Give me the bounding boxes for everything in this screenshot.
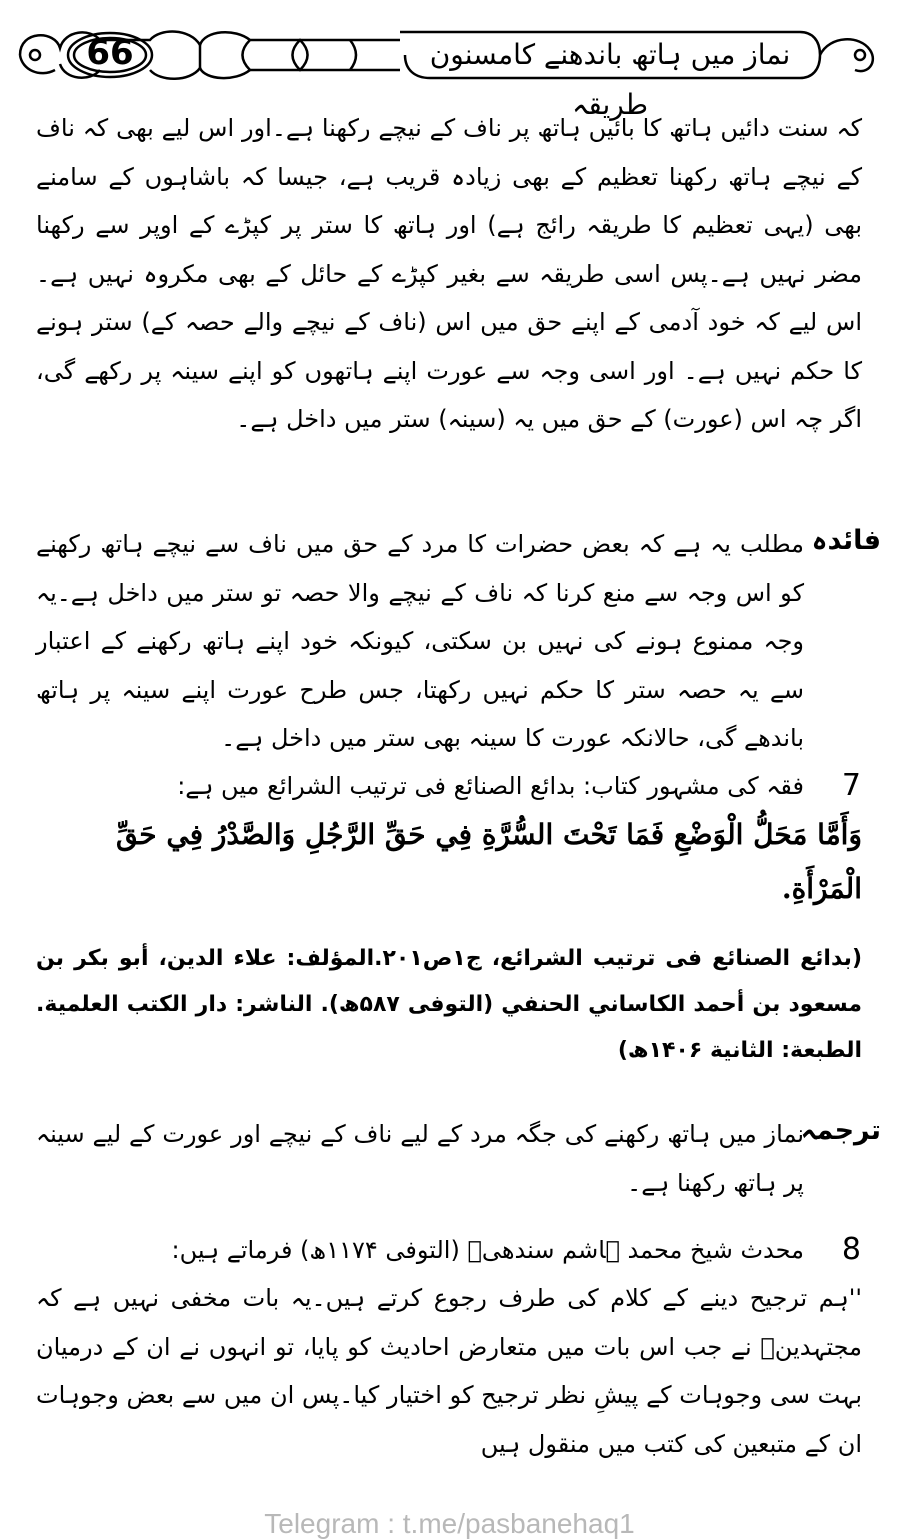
item-8-quote: ''ہم ترجیح دینے کے کلام کی طرف رجوع کرتے ہیں۔یہ بات مخفی نہیں ہے کہ مجتہدینؒ نے جب اس بات میں متعارض احادیث کو پایا، تو انہوں نے ان کے درمیان بہت سی وجوہات کے پیشِ نظر ترجیح کو اختیار کیا۔پس ان میں سے بعض وجوہات ان کے متبعین کی کتب میں منقول ہیں — [36, 1284, 862, 1458]
item-7-intro: فقہ کی مشہور کتاب: بدائع الصنائع فی ترتیب الشرائع میں ہے: — [177, 772, 804, 800]
chapter-title: نماز میں ہاتھ باندھنے کامسنون طریقہ — [429, 38, 791, 121]
tarjama-text: نماز میں ہاتھ رکھنے کی جگہ مرد کے لیے ناف کے نیچے اور عورت کے لیے سینہ پر ہاتھ رکھنا ہے۔ — [36, 1120, 804, 1197]
page-number: 66 — [86, 33, 134, 73]
item-8-intro: محدث شیخ محمد ہاشم سندھیؒ (التوفی ۱۱۷۴ھ) فرماتے ہیں: — [171, 1236, 804, 1264]
paragraph-1: کہ سنت دائیں ہاتھ کا بائیں ہاتھ پر ناف کے نیچے رکھنا ہے۔اور اس لیے بھی کہ ناف کے نیچے ہاتھ رکھنا تعظیم کے بھی زیادہ قریب ہے، جیسا کہ باشاہوں کے سامنے بھی (یہی تعظیم کا طریقہ رائج ہے) اور ہاتھ کا ستر پر کپڑے کے اوپر سے رکھنا مضر نہیں ہے۔پس اسی طریقہ سے بغیر کپڑے کے حائل کے بھی مکروہ نہیں ہے۔اس لیے کہ خود آدمی کے اپنے حق میں اس (ناف کے نیچے والے حصہ کے) ستر ہونے کا حکم نہیں ہے۔ اور اسی وجہ سے عورت اپنے ہاتھوں کو اپنے سینہ پر رکھے گی، اگر چہ اس (عورت) کے حق میں یہ (سینہ) ستر میں داخل ہے۔ — [36, 114, 862, 433]
page-header — [0, 0, 899, 121]
faida-label: فائدہ — [811, 525, 881, 556]
faida-text: مطلب یہ ہے کہ بعض حضرات کا مرد کے حق میں ناف سے نیچے ہاتھ رکھنے کو اس وجہ سے منع کرنا کہ ناف کے نیچے والا حصہ تو ستر میں داخل ہے۔یہ وجہ ممنوع ہونے کی نہیں بن سکتی، کیونکہ خود اپنے ہاتھ رکھنے کے اعتبار سے یہ حصہ ستر کا حکم نہیں رکھتا، جس طرح عورت اپنے سینہ پر ہاتھ باندھے گی، حالانکہ عورت کا سینہ بھی ستر میں داخل ہے۔ — [36, 530, 804, 752]
arabic-quote: وَأَمَّا مَحَلُّ الْوَضْعِ فَمَا تَحْتَ السُّرَّةِ فِي حَقِّ الرَّجُلِ وَالصَّدْرُ فِي حَقِّ الْمَرْأَةِ. — [115, 818, 862, 905]
tarjama-label: ترجمہ — [800, 1115, 881, 1146]
telegram-watermark: Telegram : t.me/pasbanehaq1 — [264, 1508, 635, 1539]
citation: (بدائع الصنائع فی ترتیب الشرائع، ج۱ص۲۰۱.المؤلف: علاء الدين، أبو بكر بن مسعود بن أحمد الكاساني الحنفي (التوفی ۵۸۷ھ). الناشر: دار الكتب العلمية. الطبعة: الثانية ۱۴۰۶ھ) — [36, 946, 863, 1063]
item-8-number: 8 — [841, 1232, 861, 1267]
item-7-number: 7 — [841, 768, 861, 803]
